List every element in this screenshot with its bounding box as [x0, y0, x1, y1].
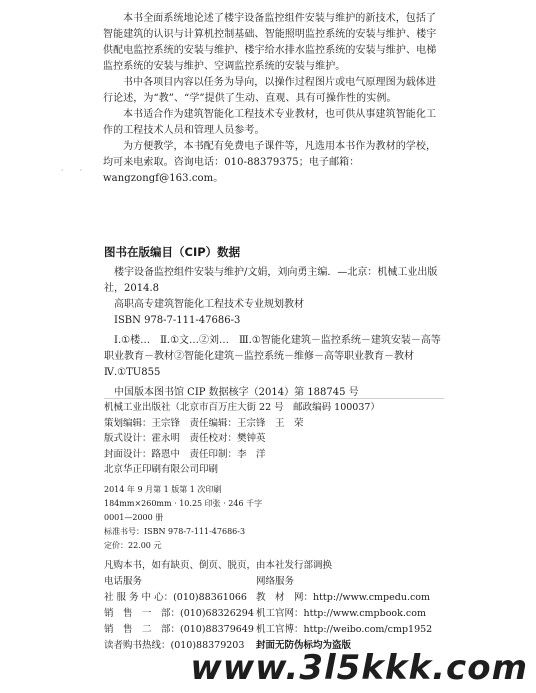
return-notice: 凡购本书，如有缺页、倒页、脱页，由本社发行部调换: [104, 560, 333, 571]
publisher-block: [104, 400, 444, 478]
format-line: 184mm×260mm · 10.25 印张 · 246 千字: [104, 499, 263, 508]
bleed-through-mark: · ·: [60, 163, 83, 179]
description-paragraph-2: 书中各项目内容以任务为导向，以操作过程图片或电气原理图为载体进行论述，为“教”、“学”提供了生动、直观、具有可操作性的实例。: [103, 77, 437, 104]
service-phone: 社 服 务 中 心：(010)88361066: [104, 592, 247, 603]
service-row: [104, 606, 464, 622]
cover-print-line: 封面设计：路恩中 责任印制：李 洋: [104, 448, 266, 460]
edition-line: 2014 年 9 月第 1 版第 1 次印刷: [104, 485, 222, 494]
service-table: [104, 574, 464, 654]
service-row: [104, 590, 464, 606]
service-header-row: [104, 574, 464, 590]
service-phone: 销 售 一 部：(010)68326294: [104, 608, 254, 619]
price-line: 定价：22.00 元: [104, 541, 162, 550]
cip-classification-line: Ⅰ.①楼… Ⅱ.①文…②刘… Ⅲ.①智能化建筑－监控系统－建筑安装－高等职业教育－教材②智能化建筑－监控系统－维修－高等职业教育－教材 Ⅳ.①TU855: [104, 335, 441, 378]
description-paragraph-1: 本书全面系统地论述了楼宇设备监控组件安装与维护的新技术，包括了智能建筑的认识与计算机控制基础、智能照明监控系统的安装与维护、楼宇供配电监控系统的安装与维护、楼宇给水排水监控系统的安装与维护、电梯监控系统的安装与维护、空调监控系统的安装与维护。: [103, 13, 437, 72]
editors-line: 策划编辑：王宗锋 责任编辑：王宗锋 王 荣: [104, 417, 304, 429]
site-watermark: www.3l5kkk.com: [190, 648, 528, 688]
print-info-block: [104, 483, 444, 553]
service-web: 教 材 网：http://www.cmpedu.com: [256, 592, 431, 603]
isbn-line: 标准书号：ISBN 978-7-111-47686-3: [104, 527, 246, 536]
cip-title: 图书在版编目（CIP）数据: [104, 245, 241, 259]
phone-service-header: 电话服务: [104, 576, 143, 587]
web-service-header: 网络服务: [256, 576, 295, 587]
book-description: [103, 11, 443, 187]
copies-line: 0001—2000 册: [104, 513, 164, 522]
cip-bibliographic-line: 楼宇设备监控组件安装与维护/文娟，刘向勇主编．—北京：机械工业出版社，2014.8: [104, 267, 438, 294]
cip-record-number: 中国版本图书馆 CIP 数据核字（2014）第 188745 号: [114, 387, 359, 398]
divider-line: [104, 398, 444, 399]
cip-series-line: 高职高专建筑智能化工程技术专业规划教材: [114, 299, 304, 310]
service-web: 机工官网：http://www.cmpbook.com: [256, 608, 426, 619]
anti-piracy-note: 封面无防伪标均为盗版: [256, 640, 352, 651]
notice-line: [104, 558, 464, 574]
description-paragraph-3: 本书适合作为建筑智能化工程技术专业教材，也可供从事建筑智能化工作的工程技术人员和管理人员参考。: [103, 109, 437, 136]
service-phone: 销 售 二 部：(010)88379649: [104, 624, 254, 635]
service-row: [104, 622, 464, 638]
cip-block: [104, 265, 444, 401]
description-paragraph-4: 为方便教学，本书配有免费电子课件等，凡选用本书作为教材的学校，均可来电索取。咨询电话：010-88379375；电子邮箱：wangzongf@163.com。: [103, 141, 437, 184]
service-web: 机工官博：http://weibo.com/cmp1952: [256, 624, 433, 635]
printer-line: 北京华正印刷有限公司印刷: [104, 464, 219, 475]
service-phone: 读者购书热线：(010)88379203: [104, 640, 245, 651]
publisher-address: 机械工业出版社（北京市百万庄大街 22 号 邮政编码 100037）: [104, 402, 380, 413]
cip-isbn-line: ISBN 978-7-111-47686-3: [114, 315, 241, 326]
layout-proof-line: 版式设计：霍永明 责任校对：樊钟英: [104, 433, 266, 444]
